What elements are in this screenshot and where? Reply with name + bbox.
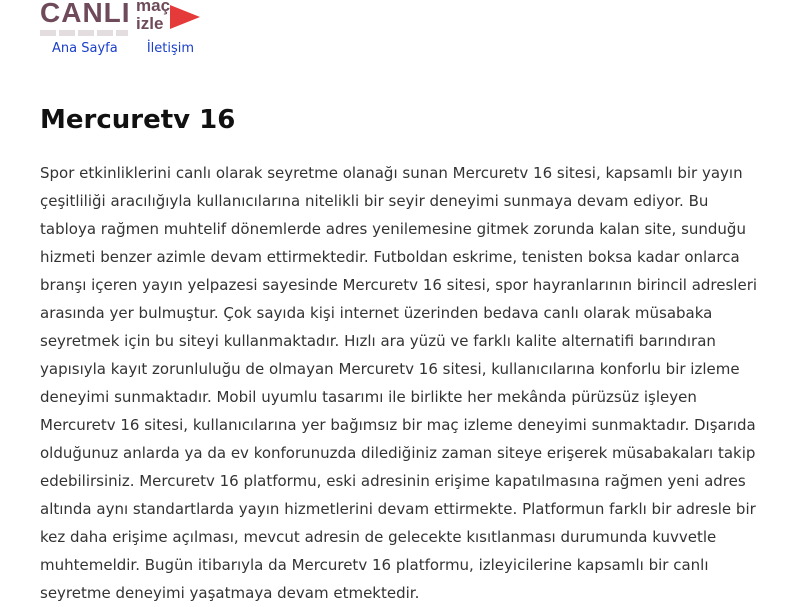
- logo-text: CANLI: [40, 0, 131, 28]
- play-icon: [170, 5, 200, 29]
- logo-reflection: [40, 30, 128, 36]
- main-nav: [52, 41, 219, 56]
- logo-text-bottom: izle: [136, 14, 164, 33]
- page-title: Mercuretv 16: [40, 105, 236, 135]
- nav-contact[interactable]: İletişim: [146, 41, 195, 56]
- nav-home[interactable]: Ana Sayfa: [52, 41, 118, 56]
- logo-text-top: maç: [136, 0, 171, 15]
- article-body: Spor etkinliklerini canlı olarak seyretme olanağı sunan Mercuretv 16 sitesi, kapsamlı bir yayın çeşitliliği aracılığıyla kullanıcılarına nitelikli bir seyir deneyimi sunmaya devam ediyor. Bu tabloya rağmen muhtelif dönemlerde adres yenilemesine gitmek zorunda kalan site, sunduğu hizmeti benzer azimle devam ettirmektedir. Futboldan eskrime, tenisten boksa kadar onlarca branşı içeren yayın yelpazesi sayesinde Mercuretv 16 sitesi, spor hayranlarının birincil adresleri arasında yer bulmuştur. Çok sayıda kişi internet üzerinden bedava canlı olarak müsabaka seyretmek için bu siteyi kullanmaktadır. Hızlı ara yüzü ve farklı kalite alternatifi barındıran yapısıyla kayıt zorunluluğu de olmayan Mercuretv 16 sitesi, kullanıcılarına konforlu bir izleme deneyimi sunmaktadır. Mobil uyumlu tasarımı ile birlikte her mekânda pürüzsüz işleyen Mercuretv 16 sitesi, kullanıcılarına yer bağımsız bir maç izleme deneyimi sunmaktadır. Dışarıda olduğunuz anlarda ya da ev konforunuzda dilediğiniz zaman siteye erişerek müsabakaları takip edebilirsiniz. Mercuretv 16 platformu, eski adresinin erişime kapatılmasına rağmen yeni adres altında aynı standartlarda yayın hizmetlerini devam ettirmekte. Platformun farklı bir adresle bir kez daha erişime açılması, mevcut adresin de gelecekte kısıtlanması durumunda kuvvetle muhtemeldir. Bugün itibarıyla da Mercuretv 16 platformu, izleyicilerine kapsamlı bir canlı seyretme deneyimi yaşatmaya devam etmektedir.: [40, 164, 758, 602]
- site-logo[interactable]: [40, 0, 210, 38]
